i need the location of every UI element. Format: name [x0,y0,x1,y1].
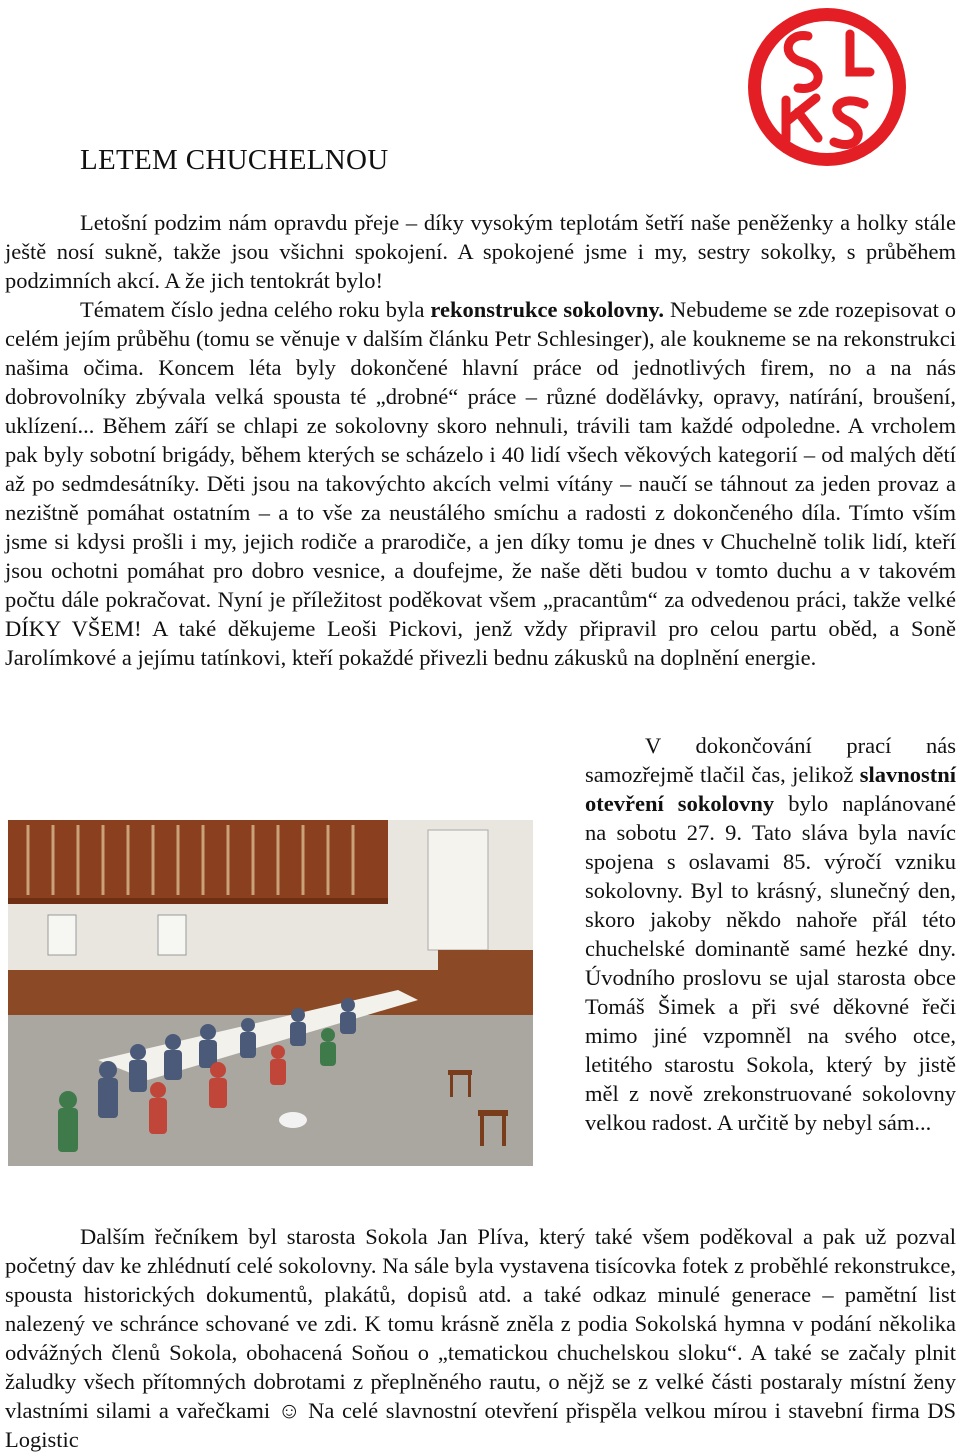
sokol-logo [746,6,908,168]
article-title: LETEM CHUCHELNOU [80,144,389,176]
topic-bold: rekonstrukce sokolovny. [430,297,665,322]
side-bold: slavnostní otevření sokolovny [585,762,956,816]
topic-text: Tématem číslo jedna celého roku byla [80,297,431,322]
logo-text: SLS [827,166,829,167]
intro-text: Letošní podzim nám opravdu přeje – díky vysokým teplotám šetří naše peněženky a holky stále ještě nosí sukně, takže jsou všichni spokojení. A spokojené jsme i my, sestry sokolky, s průběhem podzimních akcí. A že jich tentokrát bylo! [5,210,956,293]
closing-text-a: Dalším řečníkem byl starosta Sokola Jan Plíva, který také všem poděkoval a pak už pozval početný dav ke zhlédnutí celé sokolovny. Na sále byla vystavena tisícovka fotek z proběhlé rekonstrukce, spousta historických dokumentů, plakátů, dopisů atd. a také odkaz minulé generace – pamětní list nalezený ve schránce schované ve zdi. K tomu krásně zněla z podia Sokolská hymna v podání několika odvážných členů Sokola, obohacená Soňou o „tematickou chuchelskou sloku“. A také se začaly plnit žaludky všech přítomných dobrotami z přeplněného rautu, o nějž se z velké části postaraly místní ženy vlastními silami a vařečkami [5,1224,956,1423]
closing-text-b: Na celé slavnostní otevření přispěla velkou mírou i stavební firma DS Logistic [5,1398,956,1452]
side-paragraph [585,731,956,1137]
side-text-a: V dokončování prací nás samozřejmě tlačil čas, jelikož [585,733,956,787]
closing-paragraph [5,1222,956,1454]
body-text: Nebudeme se zde rozepisovat o celém jejím průběhu (tomu se věnuje v dalším článku Petr Schlesinger), ale koukneme se na rekonstrukci našima očima. Koncem léta byly dokončené hlavní práce od jednotlivých firem, no a na nás dobrovolníky zbývala velká spousta té „drobné“ práce – různé dodělávky, opravy, natírání, broušení, uklízení... Během září se chlapi ze sokolovny skoro nehnuli, trávili tam každé odpoledne. A vrcholem pak byly sobotní brigády, během kterých se scházelo i 40 lidí všech věkových kategorií – od malých dětí až po sedmdesátníky. Děti jsou na takovýchto akcích velmi vítány – naučí se táhnout za jeden provaz a nezištně pomáhat ostatním – a to vše za neustálého smíchu a radosti z dokončeného díla. Tímto vším jsme si kdysi prošli i my, jejich rodiče a prarodiče, a jen díky tomu je dnes v Chuchelně tolik lidí, kteří jsou ochotni pomáhat pro dobro vesnice, a doufejme, že naše děti budou v tomto duchu a v takovém počtu dále pokračovat. Nyní je příležitost poděkovat všem „pracantům“ za odvedenou práci, takže velké DÍKY VŠEM! A také děkujeme Leoši Pickovi, jenž vždy připravil pro celou partu oběd, a Soně Jarolímkové a jejímu tatínkovi, kteří pokaždé přivezli bednu zákusků na doplnění energie. [5,297,957,670]
smiley-icon: ☺ [277,1398,301,1423]
intro-paragraph [5,208,956,672]
side-text-b: bylo naplánované na sobotu 27. 9. Tato sláva byla navíc spojena s oslavami 85. výročí vzniku sokolovny. Byl to krásný, slunečný den, skoro jakoby někdo nahoře přál této chuchelské dominantě samé hezké dny. Úvodního proslovu se ujal starosta obce Tomáš Šimek a při své děkovné řeči mimo jiné vzpomněl na svého otce, letitého starostu Sokola, který by jistě měl z nově zrekonstruované sokolovny velkou radost. A určitě by nebyl sám... [585,791,956,1135]
hall-photo [8,820,533,1166]
